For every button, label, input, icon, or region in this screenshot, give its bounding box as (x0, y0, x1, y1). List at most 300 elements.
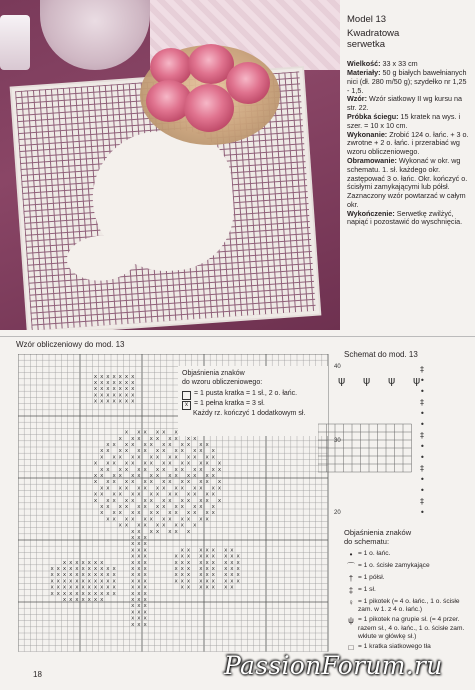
filled-cell: x (162, 442, 166, 448)
filled-cell: x (131, 373, 135, 380)
filled-cell: x (199, 466, 203, 473)
legend-title: Objaśnienia znaków do wzoru obliczeniowego: (182, 370, 263, 386)
filled-cell: x (56, 590, 60, 597)
filled-cell: x (236, 559, 240, 566)
filled-cell: x (155, 522, 160, 529)
filled-cell: x (100, 590, 104, 597)
filled-cell: x (186, 435, 191, 442)
filled-cell: x (131, 380, 135, 386)
filled-cell: x (137, 584, 141, 591)
filled-cell: x (174, 559, 178, 566)
filled-cell: x (137, 566, 141, 572)
filled-cell: x (205, 553, 209, 560)
filled-cell: x (100, 578, 104, 585)
filled-cell: x (100, 566, 104, 572)
filled-cell: x (100, 398, 104, 405)
filled-cell: x (100, 380, 104, 386)
filled-cell: x (186, 553, 191, 560)
filled-cell: x (143, 442, 147, 448)
filled-cell: x (199, 516, 203, 523)
filled-cell: x (155, 510, 160, 517)
filled-cell: x (174, 572, 178, 579)
filled-square-icon: x (182, 401, 191, 410)
filled-cell: x (186, 473, 191, 479)
filled-cell: x (180, 578, 184, 585)
filled-cell: x (186, 460, 191, 467)
filled-cell: x (137, 504, 141, 510)
filled-cell: x (131, 572, 135, 579)
filled-cell: x (155, 466, 160, 473)
filled-cell: x (112, 491, 116, 498)
filled-cell: x (205, 473, 209, 479)
filled-cell: x (118, 466, 122, 473)
doily-photo (0, 0, 340, 330)
filled-cell: x (106, 460, 110, 467)
filled-cell: x (124, 429, 129, 436)
filled-cell: x (217, 479, 222, 486)
filled-cell: x (211, 572, 215, 579)
filled-cell: x (143, 609, 147, 616)
filled-cell: x (131, 547, 135, 554)
filled-cell: x (118, 448, 122, 455)
filled-cell: x (93, 473, 98, 479)
rose (226, 62, 270, 104)
filled-cell: x (137, 485, 141, 492)
filled-cell: x (180, 553, 184, 560)
filled-cell: x (174, 491, 178, 498)
filled-cell: x (100, 597, 104, 603)
filled-cell: x (93, 491, 98, 498)
filled-cell: x (143, 479, 147, 486)
picot-mark: ψ (338, 374, 346, 387)
filled-cell: x (143, 584, 147, 591)
filled-cell: x (62, 559, 67, 566)
filled-cell: x (236, 572, 240, 579)
filled-cell: x (205, 510, 209, 517)
filled-cell: x (143, 504, 147, 510)
filled-cell: x (112, 566, 116, 572)
filled-cell: x (143, 541, 147, 548)
filled-cell: x (162, 466, 166, 473)
filled-cell: x (143, 621, 147, 628)
filled-cell: x (137, 541, 141, 548)
filled-cell: x (106, 479, 110, 486)
filled-cell: x (93, 578, 98, 585)
filled-cell: x (180, 516, 184, 523)
filled-cell: x (124, 373, 129, 380)
filled-cell: x (199, 553, 203, 560)
filled-cell: x (174, 528, 178, 535)
filled-cell: x (162, 479, 166, 486)
spec-paragraph: Próbka ściegu: 15 kratek na wys. i szer. = 10 x 10 cm. (347, 112, 461, 130)
filled-cell: x (131, 479, 135, 486)
chart-title: Wzór obliczeniowy do mod. 13 (16, 340, 125, 349)
schema-legend-title: Objaśnienia znaków do schematu: (344, 528, 412, 546)
filled-cell: x (137, 535, 141, 541)
filled-cell: x (143, 597, 147, 603)
filled-cell: x (168, 479, 172, 486)
filled-cell: x (106, 566, 110, 572)
filled-cell: x (155, 485, 160, 492)
filled-cell: x (137, 491, 141, 498)
filled-cell: x (137, 621, 141, 628)
filled-cell: x (211, 473, 215, 479)
filled-cell: x (224, 584, 228, 591)
schema-legend-item: ♀ = 1 pikotek (= 4 o. łańc., 1 o. ścisłe zam. w 1. z 4 o. łańc.) (344, 598, 472, 614)
filled-cell: x (205, 572, 209, 579)
glass-bowl (40, 0, 150, 70)
model-description (347, 14, 469, 227)
filled-cell: x (230, 559, 234, 566)
filled-cell: x (199, 504, 203, 510)
stitch-symbol-icon: ⌒ (347, 562, 355, 571)
filled-cell: x (217, 466, 222, 473)
filled-cell: x (186, 479, 191, 486)
filled-cell: x (211, 578, 215, 585)
filled-cell: x (106, 398, 110, 405)
filled-cell: x (75, 584, 79, 591)
filled-cell: x (112, 516, 116, 523)
filled-cell: x (205, 547, 209, 554)
filled-cell: x (112, 380, 116, 386)
filled-cell: x (124, 460, 129, 467)
filled-cell: x (56, 578, 60, 585)
filled-cell: x (62, 584, 67, 591)
filled-cell: x (81, 578, 85, 585)
filled-cell: x (118, 398, 122, 405)
filled-cell: x (143, 566, 147, 572)
filled-cell: x (143, 466, 147, 473)
filled-cell: x (131, 566, 135, 572)
filled-cell: x (137, 553, 141, 560)
picot-mark: ψ (363, 374, 371, 387)
filled-cell: x (230, 547, 234, 554)
filled-cell: x (168, 510, 172, 517)
filled-cell: x (137, 547, 141, 554)
filled-cell: x (50, 590, 54, 597)
filled-cell: x (143, 460, 147, 467)
filled-cell: x (62, 578, 67, 585)
filled-cell: x (180, 497, 184, 504)
filled-cell: x (143, 429, 147, 436)
filled-cell: x (180, 504, 184, 510)
filled-cell: x (193, 473, 197, 479)
filled-cell: x (100, 473, 104, 479)
stitch-symbol-icon: † (348, 574, 354, 583)
filled-cell: x (162, 448, 166, 455)
filled-cell: x (211, 553, 215, 560)
filled-cell: x (174, 504, 178, 510)
leaf-motif (65, 233, 138, 283)
filled-cell: x (131, 491, 135, 498)
filled-cell: x (211, 448, 215, 455)
filled-cell: x (93, 460, 98, 467)
filled-cell: x (87, 590, 91, 597)
stitch-symbol-icon: ♀ (348, 598, 354, 607)
filled-cell: x (124, 485, 129, 492)
filled-cell: x (100, 485, 104, 492)
filled-cell: x (143, 553, 147, 560)
filled-cell: x (205, 442, 209, 448)
filled-cell: x (205, 454, 209, 461)
filled-cell: x (168, 497, 172, 504)
filled-cell: x (112, 578, 116, 585)
stitch-mark: ‡ (420, 365, 424, 374)
filled-cell: x (106, 590, 110, 597)
filled-cell: x (193, 448, 197, 455)
filled-cell: x (131, 590, 135, 597)
stitch-mark: • (420, 387, 425, 396)
filled-cell: x (69, 597, 73, 603)
filled-cell: x (93, 373, 98, 380)
filled-cell: x (224, 572, 228, 579)
filled-cell: x (93, 584, 98, 591)
filled-cell: x (162, 504, 166, 510)
filled-cell: x (87, 559, 91, 566)
filled-cell: x (211, 510, 215, 517)
row-number: 20 (334, 510, 341, 516)
filled-cell: x (155, 528, 160, 535)
filled-cell: x (81, 584, 85, 591)
schema-legend-item: □ = 1 kratka siatkowego tła (344, 643, 472, 653)
empty-square-icon (182, 391, 191, 400)
filled-cell: x (217, 460, 222, 467)
filled-cell: x (131, 392, 135, 399)
filled-cell: x (180, 460, 184, 467)
filled-cell: x (211, 504, 215, 510)
filled-cell: x (112, 454, 116, 461)
filled-cell: x (69, 559, 73, 566)
filled-cell: x (180, 485, 184, 492)
filled-cell: x (112, 590, 116, 597)
filled-cell: x (193, 504, 197, 510)
filled-cell: x (137, 466, 141, 473)
filled-cell: x (199, 566, 203, 572)
filled-cell: x (155, 435, 160, 442)
filled-cell: x (193, 491, 197, 498)
filled-cell: x (69, 584, 73, 591)
filled-cell: x (155, 454, 160, 461)
filled-cell: x (236, 578, 240, 585)
stitch-mark: • (420, 409, 425, 418)
filled-cell: x (230, 584, 234, 591)
filled-cell: x (118, 504, 122, 510)
filled-cell: x (131, 442, 135, 448)
filled-cell: x (143, 578, 147, 585)
stitch-mark: • (420, 420, 425, 429)
filled-cell: x (118, 454, 122, 461)
filled-cell: x (131, 454, 135, 461)
filled-cell: x (174, 454, 178, 461)
filled-cell: x (131, 559, 135, 566)
filled-cell: x (93, 597, 98, 603)
filled-cell: x (118, 435, 122, 442)
filled-cell: x (124, 466, 129, 473)
filled-cell: x (224, 559, 228, 566)
stitch-symbol-icon: ‡ (348, 586, 354, 595)
filled-cell: x (100, 504, 104, 510)
filled-cell: x (93, 386, 98, 393)
filled-cell: x (137, 559, 141, 566)
filled-cell: x (162, 429, 166, 436)
filled-cell: x (100, 559, 104, 566)
filled-cell: x (186, 584, 191, 591)
filled-cell: x (137, 578, 141, 585)
filled-cell: x (131, 621, 135, 628)
filled-cell: x (143, 615, 147, 622)
filled-cell: x (149, 442, 153, 448)
filled-cell: x (186, 559, 191, 566)
filled-cell: x (168, 454, 172, 461)
filled-cell: x (162, 522, 166, 529)
filled-cell: x (205, 566, 209, 572)
filled-cell: x (199, 479, 203, 486)
filled-cell: x (118, 386, 122, 393)
row-number: 30 (334, 438, 341, 444)
filled-cell: x (205, 479, 209, 486)
picot-mark: ψ (413, 374, 421, 387)
filled-cell: x (137, 603, 141, 610)
filled-cell: x (180, 442, 184, 448)
legend-note: Każdy rz. kończyć 1 dodatkowym sł. (193, 409, 306, 417)
filled-cell: x (75, 578, 79, 585)
filled-cell: x (100, 386, 104, 393)
filled-cell: x (236, 566, 240, 572)
stitch-mark: ‡ (420, 497, 424, 506)
filled-cell: x (106, 516, 110, 523)
filled-cell: x (118, 491, 122, 498)
filled-cell: x (224, 566, 228, 572)
filled-cell: x (131, 386, 135, 393)
filled-cell: x (93, 590, 98, 597)
filled-cell: x (211, 454, 215, 461)
filled-cell: x (106, 448, 110, 455)
border-schema (318, 362, 468, 522)
stitch-mark: • (420, 376, 425, 385)
filled-cell: x (106, 578, 110, 585)
filled-cell: x (112, 479, 116, 486)
filled-cell: x (174, 448, 178, 455)
filled-cell: x (180, 566, 184, 572)
filled-cell: x (211, 466, 215, 473)
filled-cell: x (193, 522, 197, 529)
filled-cell: x (106, 466, 110, 473)
filled-cell: x (131, 460, 135, 467)
filled-cell: x (131, 578, 135, 585)
filled-cell: x (137, 435, 141, 442)
filled-cell: x (137, 615, 141, 622)
filled-cell: x (124, 516, 129, 523)
filled-cell: x (118, 473, 122, 479)
filled-cell: x (205, 578, 209, 585)
filled-cell: x (137, 590, 141, 597)
filled-cell: x (124, 497, 129, 504)
filled-cell: x (137, 522, 141, 529)
filled-cell: x (230, 572, 234, 579)
filled-cell: x (199, 572, 203, 579)
filled-cell: x (100, 454, 104, 461)
model-subtitle (347, 28, 469, 51)
filled-cell: x (199, 460, 203, 467)
filled-cell: x (174, 466, 178, 473)
stitch-mark: • (420, 442, 425, 451)
filled-cell: x (162, 485, 166, 492)
filled-cell: x (112, 473, 116, 479)
filled-cell: x (143, 485, 147, 492)
filled-cell: x (186, 578, 191, 585)
filled-cell: x (56, 566, 60, 572)
filled-cell: x (50, 584, 54, 591)
filled-cell: x (186, 491, 191, 498)
section-divider (0, 336, 475, 337)
filled-cell: x (193, 454, 197, 461)
filled-cell: x (87, 566, 91, 572)
filled-cell: x (112, 510, 116, 517)
subtitle-line: serwetka (347, 38, 386, 50)
filled-cell: x (149, 497, 153, 504)
filled-cell: x (155, 473, 160, 479)
filled-cell: x (118, 522, 122, 529)
filled-cell: x (112, 497, 116, 504)
filled-cell: x (112, 392, 116, 399)
filled-cell: x (224, 547, 228, 554)
filled-cell: x (87, 584, 91, 591)
filled-cell: x (124, 448, 129, 455)
chart-legend (178, 366, 328, 436)
filled-cell: x (93, 380, 98, 386)
filled-cell: x (224, 553, 228, 560)
filled-cell: x (100, 510, 104, 517)
filled-cell: x (168, 491, 172, 498)
filled-cell: x (75, 597, 79, 603)
filled-cell: x (211, 491, 215, 498)
filled-cell: x (186, 516, 191, 523)
filled-cell: x (50, 578, 54, 585)
filled-cell: x (118, 373, 122, 380)
filled-cell: x (205, 491, 209, 498)
filled-cell: x (217, 485, 222, 492)
stitch-symbol-icon: □ (348, 643, 354, 653)
filled-cell: x (193, 466, 197, 473)
filled-cell: x (143, 535, 147, 541)
filled-cell: x (93, 559, 98, 566)
filled-cell: x (106, 392, 110, 399)
filled-cell: x (118, 510, 122, 517)
filled-cell: x (81, 590, 85, 597)
filled-cell: x (149, 435, 153, 442)
filled-cell: x (56, 572, 60, 579)
schema-legend-item: † = 1 półsł. (344, 574, 472, 584)
filled-cell: x (211, 485, 215, 492)
filled-cell: x (211, 584, 215, 591)
filled-cell: x (174, 522, 178, 529)
spec-paragraph: Wielkość: 33 x 33 cm (347, 59, 418, 69)
filled-cell: x (174, 510, 178, 517)
filled-cell: x (137, 510, 141, 517)
filled-cell: x (100, 392, 104, 399)
filled-cell: x (174, 429, 178, 436)
filled-cell: x (112, 572, 116, 579)
filled-cell: x (100, 584, 104, 591)
filled-cell: x (112, 373, 116, 380)
filled-cell: x (87, 597, 91, 603)
filled-cell: x (81, 566, 85, 572)
filled-cell: x (168, 516, 172, 523)
filled-cell: x (124, 442, 129, 448)
filled-cell: x (112, 386, 116, 393)
filled-cell: x (230, 566, 234, 572)
filled-cell: x (106, 572, 110, 579)
